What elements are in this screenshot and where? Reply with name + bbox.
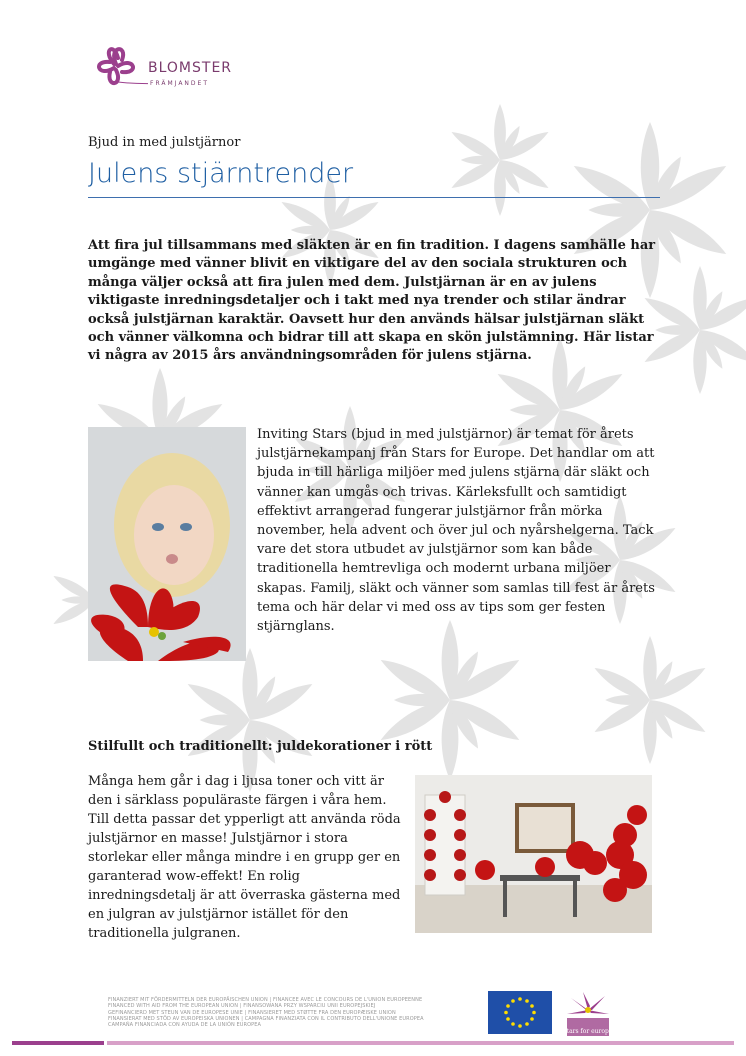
footer-bar: [12, 1041, 104, 1045]
eu-funding-notice: [108, 997, 488, 1028]
funding-line: GEFINANCIERD MET STEUN VAN DE EUROPESE UNIE | FINANSIERET MED STØTTE FRA DEN EUROPÆISKE UNION: [108, 1009, 396, 1016]
logo-wordmark: BLOMSTER: [148, 60, 233, 76]
section-paragraph: Många hem går i dag i ljusa toner och vitt är den i särklass populäraste färgen i våra hem. Till detta passar det ypperligt att använda röda julstjärnor en masse! Julstjärnor i stora storlekar eller många mindre i en grupp ger en garanterad wow-effekt! En rolig inredningsdetalj är att överraska gästerna med en julgran av julstjärnor istället för den traditionella julgranen.: [88, 774, 401, 941]
funding-line: FINANSIERAT MED STÖD AV EUROPEISKA UNIONEN | CAMPAGNA FINANZIATA CON IL CONTRIBUTO DELL'UNIONE EUROPEA: [108, 1015, 424, 1022]
logo-subtitle: FRÄMJANDET: [150, 80, 209, 87]
child-with-poinsettia-photo: [88, 427, 246, 661]
title-divider: [88, 197, 660, 198]
funding-line: FINANZIERT MIT FÖRDERMITTELN DER EUROPÄISCHEN UNION | FINANCEE AVEC LE CONCOURS DE L'UNION EUROPEENNE: [108, 997, 423, 1003]
flower-logo-icon: [88, 42, 148, 92]
eu-flag-icon: [488, 991, 552, 1034]
intro-paragraph: Inviting Stars (bjud in med julstjärnor) är temat för årets julstjärnekampanj från Stars for Europe. Det handlar om att bjuda in till härliga miljöer med julens stjärna där släkt och vänner kan umgås och trivas. Kärleksfullt och samtidigt effektivt arrangerad fungerar julstjärnor från mörka november, hela advent och över jul och nyårshelgerna. Tack vare det stora utbudet av julstjärnor som kan både traditionella hemtrevliga och modernt urbana miljöer skapas. Familj, släkt och vänner som samlas till fest är årets tema och här delar vi med oss av tips som ger festen stjärnglans.: [257, 427, 655, 635]
funding-line: FINANCED WITH AID FROM THE EUROPEAN UNION | FINANSOWANA PRZY WSPARCIU UNII EUROPEJSKIEJ: [108, 1003, 376, 1010]
kicker: Bjud in med julstjärnor: [88, 135, 241, 150]
lead-paragraph: Att fira jul tillsammans med släkten är en fin tradition. I dagens samhälle har umgänge med vänner blivit en viktigare del av den sociala strukturen och många väljer också att fira julen med dem. Julstjärnan är en av julens viktigaste inredningsdetaljer och i takt med nya trender och stilar ändrar också julstjärnan karaktär. Oavsett hur den används hälsar julstjärnan släkt och vänner välkomna och bidrar till att skapa en skön julstämning. Här listar vi några av 2015 års användningsområden för julens stjärna.: [88, 238, 656, 364]
stars-for-europe-logo: [563, 988, 613, 1038]
blomsterframjandet-logo: [88, 42, 258, 96]
red-christmas-decor-photo: [415, 775, 652, 933]
funding-line: CAMPAÑA FINANCIADA CON AYUDA DE LA UNIÓN EUROPEA: [108, 1022, 262, 1029]
stars-logo-text: stars for europe: [563, 1028, 613, 1035]
page-title: Julens stjärntrender: [88, 158, 354, 189]
section-heading: Stilfullt och traditionellt: juldekorationer i rött: [88, 739, 433, 754]
footer-bar: [107, 1041, 734, 1045]
